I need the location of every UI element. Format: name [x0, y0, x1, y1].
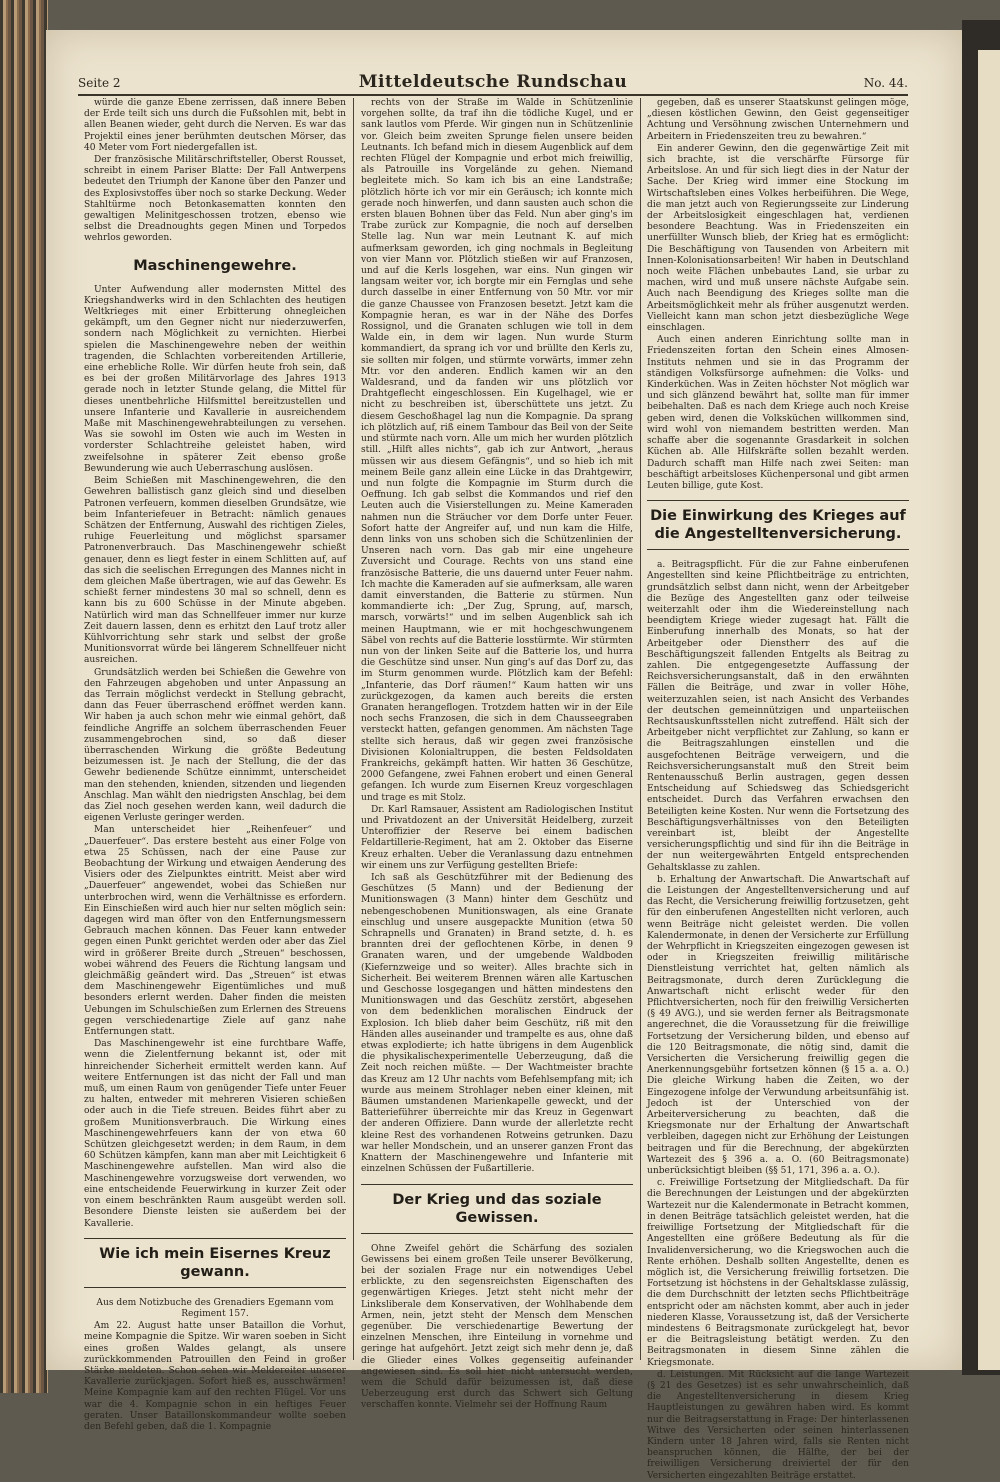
- article-heading-maschinengewehre: Maschinengewehre.: [133, 257, 297, 274]
- article-paragraph: Dr. Karl Ramsauer, Assistent am Radiologischen Institut und Privatdozent an der Universität Heidelberg, zurzeit Unteroffizier der Reserve bei einem badischen Feldartillerie-Regiment, hat am 2. Oktober das Eiserne Kreuz erhalten. Ueber die Veranlassung dazu entnehmen wir einem uns zur Verfügung gestellten Briefe:: [361, 804, 633, 871]
- article-paragraph: c. Freiwillige Fortsetzung der Mitgliedschaft. Da für die Berechnungen der Leistungen und der abgekürzten Wartezeit nur die Kalendermonate in Betracht kommen, in denen Beiträge tatsächlich geleistet werden, hat die freiwillige Fortsetzung der Mitgliedschaft für die Angestellten eine größere Bedeutung als für die Invalidenversicherung, wo die Kriegswochen auch die Rente erhöhen. Deshalb sollten Angestellte, denen es möglich ist, die Versicherung freiwillig fortsetzen. Die Fortsetzung ist höchstens in der Gehaltsklasse zulässig, die dem Durchschnitt der letzten sechs Pflichtbeiträge entspricht oder am nächsten kommt, aber auch in jeder niederen Klasse, Voraussetzung ist, daß der Versicherte mindestens 6 Beitragsmonate zurückgelegt hat, bevor er die Beitragsleistung betätigt werden. Zu den Beitragsmonaten in diesem Sinne zählen die Kriegsmonate.: [647, 1178, 909, 1368]
- adjacent-page-edge: [962, 20, 1000, 1375]
- article-paragraph: Grundsätzlich werden bei Schießen die Gewehre von den Fahrzeugen abgehoben und unter Anpassung an das Terrain möglichst verdeckt in Stellung gebracht, dann das Feuer überraschend eröffnet werden kann. Wir haben ja auch schon mehr wie einmal gehört, daß feindliche Angriffe an solchem überraschenden Feuer zusammengebrochen sind, so daß dieser überraschenden Wirkung die größte Bedeutung beizumessen ist. Je nach der Stellung, die der das Gewehr bedienende Schütze einnimmt, unterscheidet man den stehenden, knienden, sitzenden und liegenden Anschlag. Man wählt den niedrigsten Anschlag, bei dem das Ziel noch gesehen werden kann, weil dadurch die eigenen Verluste geringer werden.: [84, 667, 346, 824]
- column-left: [84, 98, 346, 1432]
- article-heading-eisernes-kreuz: Wie ich mein Eisernes Kreuz gewann.: [84, 1238, 346, 1288]
- column-right: [647, 98, 909, 1481]
- issue-number: No. 44.: [863, 76, 908, 90]
- article-paragraph: Am 22. August hatte unser Bataillon die Vorhut, meine Kompagnie die Spitze. Wir waren soeben in Sicht eines großen Waldes gelangt, als unsere zurückkommenden Patrouillen den Feind in großer Stärke meldeten. Schon sehen wir Meldereiter unserer Kavallerie zurückjagen. Sofort hieß es, ausschwärmen! Meine Kompagnie kam auf den rechten Flügel. Vor uns war die 4. Kompagnie schon in ein heftiges Feuer geraten. Unser Bataillonskommandeur wollte soeben den Befehl geben, daß die 1. Kompagnie: [84, 1321, 346, 1432]
- article-paragraph: Man unterscheidet hier „Reihenfeuer“ und „Dauerfeuer“. Das erstere besteht aus einer Folge von etwa 25 Schüssen, nach der eine Pause zur Beobachtung der Wirkung und etwaigen Aenderung des Visiers oder des Zielpunktes eintritt. Meist aber wird „Dauerfeuer“ angewendet, wobei das Schießen nur unterbrochen wird, wenn die Verhältnisse es erfordern. Ein Einschießen wird auch hier nur selten möglich sein: dagegen wird man öfter von den Entfernungsmessern Gebrauch machen können. Das Feuer kann entweder gegen einen Punkt gerichtet werden oder aber das Ziel wird in größerer Breite durch „Streuen“ beschossen, wobei während des Feuers die Richtung langsam und gleichmäßig geändert wird. Das „Streuen“ ist etwas dem Maschinengewehr Eigentümliches und muß besonders erlernt werden. Daher finden die meisten Uebungen im Schulschießen zum Erlernen des Streuens gegen verschiedenartige Ziele auf ganz nahe Entfernungen statt.: [84, 825, 346, 1038]
- article-heading-soziales-gewissen: Der Krieg und das soziale Gewissen.: [361, 1184, 633, 1234]
- article-paragraph: Der französische Militärschriftsteller, Oberst Rousset, schreibt in einem Pariser Blatte: Der Fall Antwerpens bedeutet den Triumph der Kanone über den Panzer und des Explosivstoffes über noch so starke Deckung. Weder Stahltürme noch Betonkasematten konnten den gewaltigen Melinitgeschossen trotzen, ebenso wie selbst die Dreadnoughts gegen Minen und Torpedos wehrlos geworden.: [84, 155, 346, 244]
- article-paragraph: a. Beitragspflicht. Für die zur Fahne einberufenen Angestellten sind keine Pflichtbeiträge zu entrichten, grundsätzlich selbst dann nicht, wenn der Arbeitgeber die Bezüge des Angestellten ganz oder teilweise weiterzahlt oder ihm die Wiedereinstellung nach beendigtem Kriege wieder zugesagt hat. Fällt die Einberufung innerhalb des Monats, so hat der Arbeitgeber oder Dienstherr des auf die Beschäftigungszeit fallenden Entgelts als Beitrag zu zahlen. Die entgegengesetzte Auffassung der Reichsversicherungsanstalt, daß in den erwähnten Fällen die Beiträge, und zwar in voller Höhe, weiterzuzahlen seien, ist nach Ansicht des Verbandes der deutschen gemeinnützigen und unparteiischen Rechtsauskunftsstellen nicht zutreffend. Hält sich der Arbeitgeber nicht verpflichtet zur Zahlung, so kann er die Beitragszahlungen einstellen und die ausgefochtenen Beiträge verweigern, und die Reichsversicherungsanstalt muß den Streit beim Rentenausschuß Berlin austragen, gegen dessen Entscheidung auf Schiedsweg das Schiedsgericht entscheidet. Durch das Verfahren erwachsen den Beteiligten keine Kosten. Nur wenn die Fortsetzung des Beschäftigungsverhältnisses von den Beteiligten vereinbart ist, bleibt der Angestellte versicherungspflichtig und sind für ihn die Beiträge in der nun weitergewährten Entgeld entsprechenden Gehaltsklasse zu zahlen.: [647, 560, 909, 873]
- article-paragraph: Beim Schießen mit Maschinengewehren, die den Gewehren ballistisch ganz gleich sind und dieselben Patronen verfeuern, kommen dieselben Grundsätze, wie beim Infanteriefeuer in Betracht: nämlich genaues Schätzen der Entfernung, Auswahl des richtigen Zieles, ruhige Feuerleitung und möglichst sparsamer Patronenverbrauch. Das Maschinengewehr schießt genauer, denn es liegt fester in einem Schlitten auf, auf das sich die seelischen Erregungen des Mannes nicht in dem gleichen Maße übertragen, wie auf das Gewehr. Es schießt ferner mindestens 30 mal so schnell, denn es kann bis zu 600 Schüsse in der Minute abgeben. Natürlich wird man das Schnellfeuer immer nur kurze Zeit dauern lassen, denn es erhitzt den Lauf trotz aller Kühlvorrichtung sehr stark und selbst der große Munitionsvorrat würde bei längerem Schnellfeuer nicht ausreichen.: [84, 476, 346, 666]
- article-paragraph: rechts von der Straße im Walde in Schützenlinie vorgehen sollte, da traf ihn die tödliche Kugel, und er sank lautlos vom Pferde. Wir gingen nun in Schützenlinie vor. Gleich beim zweiten Sprunge fielen unsere beiden Leutnants. Ich befand mich in diesem Augenblick auf dem rechten Flügel der Kompagnie und erbot mich freiwillig, als Patrouille ins Vorgelände zu gehen. Niemand begleitete mich. So kam ich bis an eine Landstraße; plötzlich hörte ich vor mir ein Geräusch; ich konnte mich gerade noch hinwerfen, und dann sausten auch schon die ersten blauen Bohnen über das Feld. Nun aber ging's im Trabe zurück zur Kompagnie, die noch auf derselben Stelle lag. Nun war mein Leutnant K. auf mich aufmerksam geworden, ich ging nochmals in Begleitung von vier Mann vor. Plötzlich stießen wir auf Franzosen, und auf die Kerls losgehen, war eins. Nun gingen wir langsam weiter vor, ich borgte mir ein Fernglas und sehe durch dasselbe in einer Entfernung von 50 Mtr. vor mir die ganze Chaussee von Franzosen besetzt. Jetzt kam die Kompagnie heran, es war in der Nähe des Dorfes Rossignol, und die Granaten schlugen wie toll in dem Walde ein, in dem wir lagen. Nun wurde Sturm kommandiert, da sprang ich vor und brüllte den Kerls zu, sie sollten mir folgen, und stürmte vorwärts, immer zehn Mtr. vor den anderen. Endlich kamen wir an den Waldesrand, und da fanden wir uns plötzlich vor Drahtgeflecht eingeschlossen. Ein Kugelhagel, wie er nicht zu beschreiben ist, überschüttete uns jetzt. Zu diesem Geschoßhagel lag nun die Kompagnie. Da sprang ich plötzlich auf, riß einem Tambour das Beil von der Seite und stürmte nach vorn. Alle um mich her wurden plötzlich still. „Hilft alles nichts“, gab ich zur Antwort, „heraus müssen wir aus diesem Gefängnis“, und so hieb ich mit meinem Beile ganz allein eine Lücke in das Drahtgewirr, und nun folgte die Kompagnie im Sturm durch die Oeffnung. Ich gab selbst die Kommandos und rief den Leuten auch die Visierstellungen zu. Meine Kameraden nahmen nun die Sträucher vor dem Dorfe unter Feuer. Sofort hatte der Angreifer auf, und nun kam die Hilfe, denn links von uns schoben sich die Schützenlinien der Unseren nach vorn. Das gab mir eine ungeheure Zuversicht und Courage. Rechts von uns stand eine französische Batterie, die uns dauernd unter Feuer nahm. Ich machte die Kameraden auf sie aufmerksam, alle waren damit einverstanden, die Batterie zu stürmen. Nun kommandierte ich: „Der Zug, Sprung, auf, marsch, marsch, vorwärts!“ und im selben Augenblick sah ich meinen Hauptmann, wie er mit hochgeschwungenem Säbel von rechts auf die Batterie losstürmte. Wir stürmten nun von der linken Seite auf die Batterie los, und hurra die Geschütze sind unser. Nun ging's auf das Dorf zu, das im Sturm genommen wurde. Plötzlich kam der Befehl: „Infanterie, das Dorf räumen!“ Kaum hatten wir uns zurückgezogen, da kamen auch bereits die ersten Granaten herangeflogen. Trotzdem hatten wir in der Eile noch sechs Franzosen, die sich in dem Chausseegraben versteckt hatten, gefangen genommen. Am nächsten Tage stellte sich heraus, daß wir gegen zwei französische Divisionen Kolonialtruppen, die besten Feldsoldaten Frankreichs, gekämpft hatten. Wir hatten 36 Geschütze, 2000 Gefangene, zwei Fahnen erobert und einen General gefangen. Ich wurde zum Eisernen Kreuz vorgeschlagen und trage es mit Stolz.: [361, 98, 633, 803]
- masthead-title: Mitteldeutsche Rundschau: [358, 72, 628, 92]
- column-divider: [353, 98, 354, 1360]
- article-paragraph: d. Leistungen. Mit Rücksicht auf die lange Wartezeit (§ 21 des Gesetzes) ist es sehr unwahrscheinlich, daß die Angestelltenversicherung in diesem Krieg Hauptleistungen zu gewähren haben wird. Es kommt nur die Beitragserstattung in Frage: Der hinterlassenen Witwe des Versicherten oder seinen hinterlassenen Kindern unter 18 Jahren wird, falls sie Renten nicht beanspruchen können, die Hälfte, der bei der freiwilligen Versicherung dreiviertel der für den Versicherten eingezahlten Beiträge erstattet.: [647, 1369, 909, 1481]
- article-paragraph: b. Erhaltung der Anwartschaft. Die Anwartschaft auf die Leistungen der Angestelltenversicherung und auf das Recht, die Versicherung freiwillig fortzusetzen, geht für den einberufenen Angestellten nicht verloren, auch wenn Beiträge nicht geleistet werden. Die vollen Kalendermonate, in denen der Versicherte zur Erfüllung der Wehrpflicht in Kriegszeiten eingezogen gewesen ist oder in Kriegszeiten freiwillig militärische Dienstleistung verrichtet hat, gelten nämlich als Beitragsmonate, durch deren Zurücklegung die Anwartschaft nicht erlischt weder für den Pflichtversicherten, noch für den freiwillig Versicherten (§ 49 AVG.), und sie werden ferner als Beitragsmonate angerechnet, die die Voraussetzung für die freiwillige Fortsetzung der Versicherung bilden, und ebenso auf die 120 Beitragsmonate, die nötig sind, damit die Versicherten die Versicherung freiwillig gegen die Anerkennungsgebühr fortsetzen können (§ 15 a. a. O.) Die gleiche Wirkung haben die Zeiten, wo der Eingezogene infolge der Verwundung arbeitsunfähig ist. Jedoch ist der Unterschied von der Arbeiterversicherung zu beachten, daß die Kriegsmonate nur der Erhaltung der Anwartschaft verbleiben, dagegen nicht zur Erhöhung der Leistungen beitragen und für die Berechnung, der abgekürzten Wartezeit des § 396 a. a. O. (60 Beitragsmonate) unberücksichtigt bleiben (§§ 51, 171, 396 a. a. O.).: [647, 874, 909, 1177]
- article-paragraph: würde die ganze Ebene zerrissen, daß innere Beben der Erde teilt sich uns durch die Fußsohlen mit, bebt in allen Beanen wieder, geht durch die Nerven. Es war das Projektil eines jener berühmten deutschen Mörser, das 40 Meter vom Fort niedergefallen ist.: [84, 98, 346, 153]
- page-number: Seite 2: [78, 76, 121, 90]
- column-middle: [361, 98, 633, 1411]
- article-byline: Aus dem Notizbuche des Grenadiers Egemann vom Regiment 157.: [96, 1297, 334, 1319]
- article-paragraph: Auch einen anderen Einrichtung sollte man in Friedenszeiten fortan den Schein eines Almosen-Instituts nehmen und sie in das Programm der ständigen Volksfürsorge aufnehmen: die Volks- und Kinderküchen. Was in Zeiten höchster Not möglich war und sich glänzend bewährt hat, sollte man für immer beibehalten. Daß es nach dem Kriege auch noch Kreise geben wird, denen die Volksküchen willkommen sind, wird wohl von niemandem bestritten werden. Man schaffe aber die sogenannte Grasdarkeit in solchen Küchen ab. Alle Hilfskräfte sollen bezahlt werden. Dadurch schafft man Hilfe nach zwei Seiten: man beschäftigt arbeitsloses Küchenpersonal und gibt armen Leuten billige, gute Kost.: [647, 335, 909, 491]
- article-paragraph: Das Maschinengewehr ist eine furchtbare Waffe, wenn die Zielentfernung bekannt ist, oder mit hinreichender Sicherheit ermittelt werden kann. Auf weitere Entfernungen ist das nicht der Fall und man muß, um einen Raum von genügender Tiefe unter Feuer zu halten, entweder mit mehreren Visieren schießen oder auch in die Tiefe streuen. Beides führt aber zu großem Munitionsverbrauch. Die Wirkung eines Maschinengewehrfeuers kann der von etwa 60 Schützen gleichgesetzt werden; in dem Raum, in dem 60 Schützen kämpfen, kann man aber mit Leichtigkeit 6 Maschinengewehre aufstellen. Man wird also die Maschinengewehre vorzugsweise dort verwenden, wo eine entscheidende Feuerwirkung in kurzer Zeit oder von einem beschränkten Raum ausgeübt werden soll. Besondere Dienste leisten sie außerdem bei der Kavallerie.: [84, 1039, 346, 1229]
- page-header: [78, 74, 908, 96]
- article-paragraph: Ein anderer Gewinn, den die gegenwärtige Zeit mit sich brachte, ist die verschärfte Fürsorge für Arbeitslose. An und für sich liegt dies in der Natur der Sache. Der Krieg wird immer eine Stockung im Wirtschaftsleben eines Volkes herbeiführen. Die Wege, die man jetzt auch von Regierungsseite zur Linderung der Arbeitslosigkeit eingeschlagen hat, verdienen besondere Beachtung. Was in Friedenszeiten ein unerfüllter Wunsch blieb, der Krieg hat es ermöglicht: Die Beschäftigung von Tausenden von Arbeitern mit Innen-Kolonisationsarbeiten! Wir haben in Deutschland noch weite Flächen unbebautes Land, sie urbar zu machen, wird und muß unsere nächste Aufgabe sein. Auch nach Beendigung des Krieges sollte man die Arbeitsmöglichkeit mehr als früher ausgenutzt werden. Vielleicht kann man schon jetzt diesbezügliche Wege einschlagen.: [647, 143, 909, 334]
- article-heading-angestelltenversicherung: Die Einwirkung des Krieges auf die Angestelltenversicherung.: [647, 500, 909, 550]
- book-spine-edge: [0, 0, 48, 1393]
- article-paragraph: gegeben, daß es unserer Staatskunst gelingen möge, „diesen köstlichen Gewinn, den Geist gegenseitiger Achtung und Versöhnung zwischen Unternehmern und Arbeitern in Friedenszeiten treu zu bewahren.“: [647, 98, 909, 142]
- column-divider: [640, 98, 641, 1360]
- article-paragraph: Unter Aufwendung aller modernsten Mittel des Kriegshandwerks wird in den Schlachten des heutigen Weltkrieges mit einer Erbitterung ohnegleichen gekämpft, um den Gegner nicht nur niederzuwerfen, sondern nach Möglichkeit zu vernichten. Hierbei spielen die Maschinengewehre neben der weithin tragenden, die Schlachten vorbereitenden Artillerie, eine erhebliche Rolle. Wir dürfen heute froh sein, daß es bei der großen Militärvorlage des Jahres 1913 gerade noch in letzter Stunde gelang, die Mittel für dieses unentbehrliche Hilfsmittel bereitzustellen und unsere Infanterie und Kavallerie in ausreichendem Maße mit Maschinengewehrabteilungen zu versehen. Was sie sowohl im Osten wie auch im Westen in vorderster Schlachtreihe geleistet haben, wird zweifelsohne in späterer Zeit ebenso große Bewunderung wie auch Ueberraschung auslösen.: [84, 284, 346, 474]
- header-rule: [78, 94, 908, 96]
- article-paragraph: Ich saß als Geschützführer mit der Bedienung des Geschützes (5 Mann) und der Bedienung der Munitionswagen (3 Mann) hinter dem Geschütz und nebengeschobenen Munitionswagen, als eine Granate einschlug und unsere ausgepackte Munition (etwa 50 Schrapnells und Granaten) in Brand setzte, d. h. es brannten drei der geflochtenen Körbe, in denen 9 Granaten waren, und der umgebende Waldboden (Kiefernzweige und so weiter). Alles brachte sich in Sicherheit. Bei weiterem Brennen wären alle Kartuschen und Geschosse losgegangen und hätten mindestens den Munitionswagen und das Geschütz zerstört, abgesehen von dem bedenklichen moralischen Eindruck der Explosion. Ich blieb daher beim Geschütz, riß mit den Händen alles auseinander und trampelte es aus, ohne daß etwas explodierte; ich hatte übrigens in dem Augenblick die physikalischexperimentelle Ueberzeugung, daß die Zeit noch reichen müßte. — Der Wachtmeister brachte das Kreuz am 12 Uhr nachts vom Befehlsempfang mit; ich wurde aus meinem Strohlager neben einer kleinen, mit Bäumen umstandenen Marienkapelle geweckt, und der Batterieführer überreichte mir das Kreuz in Gegenwart der anderen Offiziere. Dann wurde der allerletzte recht kleine Rest des vorhandenen Rotweins getrunken. Dazu war heller Mondschein, und an unserer ganzen Front das Knattern der Maschinengewehre und Infanterie mit einzelnen Schüssen der Fußartillerie.: [361, 873, 633, 1175]
- article-paragraph: Ohne Zweifel gehört die Schärfung des sozialen Gewissens bei einem großen Teile unserer Bevölkerung, bei der sozialen Frage nur ein notwendiges Uebel erblickte, zu den segensreichsten Eigenschaften des gegenwärtigen Krieges. Jetzt steht nicht mehr der Linksliberale dem Konservativen, der Wohlhabende dem Armen, nein, jetzt steht der Mensch dem Menschen gegenüber. Die verschiedenartige Bewertung der einzelnen Menschen, ihre Einteilung in vornehme und geringe hat aufgehört. Jetzt zeigt sich mehr denn je, daß die Glieder eines Volkes gegenseitig aufeinander angewiesen sind. Es soll hier nicht untersucht werden, wem die Schuld dafür beizumessen ist, daß diese Ueberzeugung erst durch das Schwert sich Geltung verschaffen konnte. Vielmehr sei der Hoffnung Raum: [361, 1243, 633, 1411]
